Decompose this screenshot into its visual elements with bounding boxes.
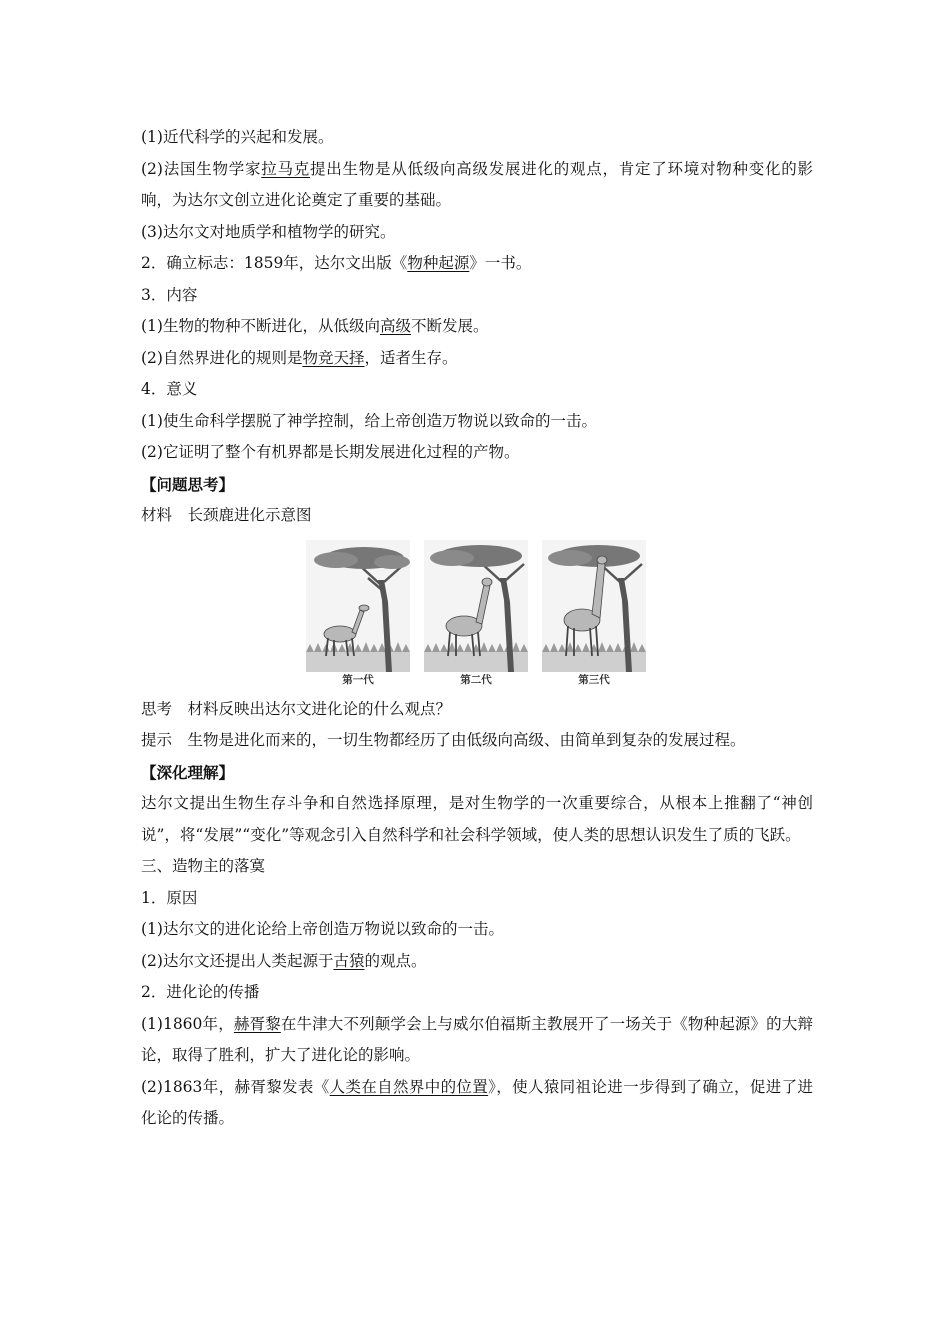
key-term: 赫胥黎 (233, 1014, 281, 1033)
key-term: 高级 (379, 317, 411, 335)
text-line (141, 914, 813, 946)
text: 提示 生物是进化而来的，一切生物都经历了由低级向高级、由简单到复杂的发展过程。 (141, 731, 746, 749)
giraffe-gen1-illustration (306, 540, 410, 672)
key-term: 拉马克 (261, 159, 310, 178)
giraffe-gen3-illustration (542, 540, 646, 672)
text: 【深化理解】 (141, 762, 235, 782)
text: 思考 材料反映出达尔文进化论的什么观点？ (141, 699, 452, 718)
text: (2)它证明了整个有机界都是长期发展进化过程的产物。 (141, 443, 520, 461)
text-line (141, 406, 813, 438)
text-line (141, 217, 813, 249)
section-heading (141, 977, 813, 1009)
text: 提出生物是从低级向高级发展进化的观点，肯定了环境对物种变化的影响，为达尔文创立进化论奠定了重要的基础。 (141, 159, 813, 209)
figure-caption: 第二代 (460, 673, 492, 686)
text-line (141, 500, 813, 532)
text: 》一书。 (469, 254, 532, 272)
text-line (141, 122, 813, 154)
section-heading (141, 883, 813, 915)
key-term: 古猿 (333, 951, 365, 970)
text: 》，使人猿同祖论进一步得到了确立，促进了进化论的传播。 (141, 1077, 813, 1127)
text-line (141, 248, 813, 280)
giraffe-gen2-illustration (424, 540, 528, 672)
text: 在牛津大不列颠学会上与威尔伯福斯主教展开了一场关于《物种起源》的大辩论，取得了胜利，扩大了进化论的影响。 (141, 1014, 813, 1064)
block-heading (141, 757, 813, 789)
text-paragraph (141, 1072, 813, 1135)
text: (2)1863年，赫胥黎发表《 (141, 1077, 330, 1096)
text: (1)1860年， (141, 1014, 234, 1033)
text: 1．原因 (141, 888, 198, 907)
text: ，适者生存。 (364, 348, 458, 367)
text: 的观点。 (364, 951, 427, 970)
text: 2．进化论的传播 (141, 983, 260, 1001)
figure-caption: 第一代 (342, 673, 374, 686)
giraffe-evolution-figure (306, 540, 813, 690)
text-line (141, 343, 813, 375)
key-term: 物竞天择 (302, 348, 365, 367)
text-paragraph (141, 154, 813, 217)
text: 材料 长颈鹿进化示意图 (141, 506, 312, 524)
document-page (141, 122, 813, 1135)
text: (2)法国生物学家 (141, 159, 262, 178)
text-line (141, 725, 813, 757)
text: (1)达尔文的进化论给上帝创造万物说以致命的一击。 (141, 920, 504, 938)
section-heading (141, 851, 813, 883)
text: (3)达尔文对地质学和植物学的研究。 (141, 222, 396, 241)
text-line (141, 694, 813, 726)
section-heading (141, 280, 813, 312)
key-term: 物种起源 (407, 254, 470, 272)
figure-panel-gen1 (306, 540, 410, 690)
text: 4．意义 (141, 380, 198, 398)
section-heading (141, 374, 813, 406)
text: 【问题思考】 (141, 474, 235, 494)
text-line (141, 437, 813, 469)
text-paragraph (141, 788, 813, 851)
text: 三、造物主的落寞 (141, 857, 266, 875)
text-line (141, 311, 813, 343)
text: (1)近代科学的兴起和发展。 (141, 128, 334, 146)
text: (1)使生命科学摆脱了神学控制，给上帝创造万物说以致命的一击。 (141, 411, 597, 430)
figure-panel-gen2 (424, 540, 528, 690)
text: (2)自然界进化的规则是 (141, 348, 303, 367)
key-term: 人类在自然界中的位置 (329, 1077, 489, 1096)
text-line (141, 946, 813, 978)
text-paragraph (141, 1009, 813, 1072)
text: (2)达尔文还提出人类起源于 (141, 951, 334, 970)
figure-panel-gen3 (542, 540, 646, 690)
text: 达尔文提出生物生存斗争和自然选择原理，是对生物学的一次重要综合，从根本上推翻了“神创说”，将“发展”“变化”等观念引入自然科学和社会科学领域，使人类的思想认识发生了质的飞跃。 (141, 794, 813, 844)
text: 3．内容 (141, 285, 198, 304)
text: 不断发展。 (410, 317, 489, 335)
text: (1)生物的物种不断进化，从低级向 (141, 317, 380, 335)
text: 2．确立标志：1859年，达尔文出版《 (141, 254, 408, 272)
block-heading (141, 469, 813, 501)
figure-caption: 第三代 (578, 673, 610, 686)
